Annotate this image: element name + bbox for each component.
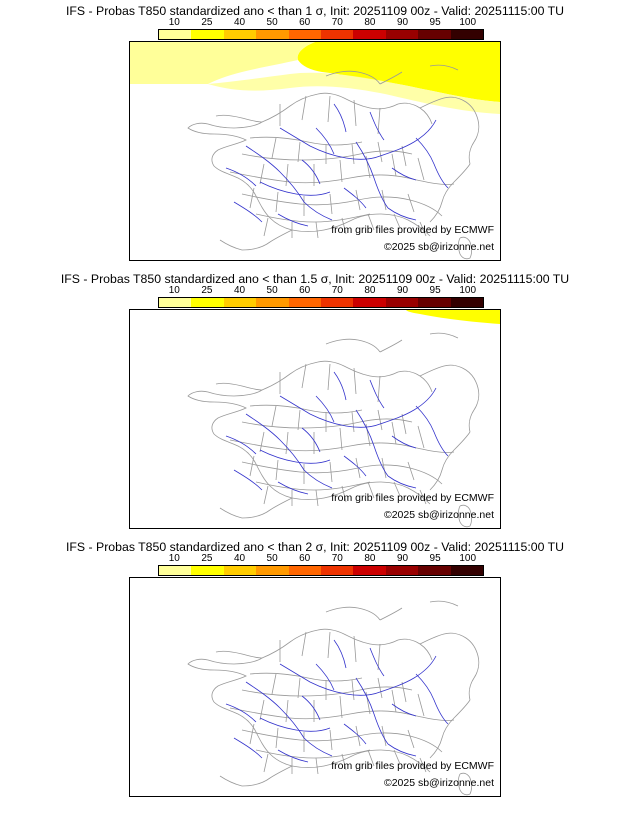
colorbar-tick: 40 — [233, 285, 246, 296]
copyright-credit-3: ©2025 sb@irizonne.net — [383, 777, 494, 789]
colorbar-gradient-1 — [158, 29, 484, 40]
colorbar-3 — [0, 555, 630, 577]
panel-title-2: IFS - Probas T850 standardized ano < than 1.5 σ, Init: 20251109 00z - Valid: 20251115:00 TU — [60, 272, 570, 286]
colorbar-tick: 60 — [299, 285, 311, 296]
copyright-credit-2: ©2025 sb@irizonne.net — [383, 509, 494, 521]
colorbar-tick: 50 — [266, 17, 278, 28]
colorbar-cell — [321, 30, 353, 39]
colorbar-cell — [418, 30, 450, 39]
colorbar-tick: 50 — [266, 285, 278, 296]
colorbar-tick: 50 — [266, 553, 278, 564]
colorbar-tick: 90 — [396, 17, 409, 28]
colorbar-tick: 40 — [233, 17, 246, 28]
colorbar-cell — [289, 298, 321, 307]
colorbar-cell — [451, 30, 483, 39]
colorbar-gradient-3 — [158, 565, 484, 576]
colorbar-cell — [224, 298, 256, 307]
colorbar-cell — [224, 30, 256, 39]
colorbar-cell — [386, 566, 418, 575]
colorbar-tick-labels-2 — [158, 285, 484, 297]
colorbar-cell — [191, 566, 223, 575]
colorbar-cell — [451, 298, 483, 307]
colorbar-cell — [159, 30, 191, 39]
colorbar-2 — [0, 287, 630, 309]
map-canvas-1 — [129, 41, 501, 261]
colorbar-cell — [191, 298, 223, 307]
colorbar-tick: 40 — [233, 553, 246, 564]
colorbar-tick: 60 — [299, 17, 311, 28]
colorbar-tick: 100 — [459, 553, 477, 564]
panel-title-3: IFS - Probas T850 standardized ano < than 2 σ, Init: 20251109 00z - Valid: 20251115:00 TU — [65, 540, 565, 554]
colorbar-tick: 60 — [299, 553, 311, 564]
colorbar-tick: 70 — [331, 17, 343, 28]
grib-credit-3: from grib files provided by ECMWF — [331, 760, 494, 772]
colorbar-cell — [289, 30, 321, 39]
shaded-region-10-25 — [406, 310, 500, 324]
colorbar-cell — [386, 30, 418, 39]
colorbar-tick: 25 — [201, 553, 213, 564]
probability-map-panel-1 — [0, 0, 630, 261]
colorbar-tick-labels-1 — [158, 17, 484, 29]
panel-spacer — [0, 261, 630, 268]
colorbar-cell — [256, 566, 288, 575]
colorbar-cell — [191, 30, 223, 39]
colorbar-tick: 100 — [459, 17, 477, 28]
colorbar-tick: 100 — [459, 285, 477, 296]
colorbar-tick: 10 — [168, 17, 180, 28]
panel-title-1: IFS - Probas T850 standardized ano < than 1 σ, Init: 20251109 00z - Valid: 20251115:00 TU — [65, 4, 565, 18]
colorbar-tick-labels-3 — [158, 553, 484, 565]
colorbar-tick: 25 — [201, 17, 213, 28]
colorbar-cell — [224, 566, 256, 575]
colorbar-cell — [256, 298, 288, 307]
colorbar-cell — [418, 298, 450, 307]
colorbar-cell — [451, 566, 483, 575]
colorbar-tick: 90 — [396, 285, 409, 296]
colorbar-tick: 90 — [396, 553, 409, 564]
colorbar-1 — [0, 19, 630, 41]
colorbar-tick: 80 — [364, 285, 376, 296]
colorbar-cell — [418, 566, 450, 575]
colorbar-tick: 10 — [168, 285, 180, 296]
colorbar-cell — [321, 566, 353, 575]
colorbar-cell — [353, 298, 385, 307]
colorbar-gradient-2 — [158, 297, 484, 308]
probability-map-panel-3 — [0, 536, 630, 797]
colorbar-tick: 10 — [168, 553, 180, 564]
copyright-credit-1: ©2025 sb@irizonne.net — [383, 241, 494, 253]
colorbar-tick: 95 — [429, 553, 441, 564]
grib-credit-2: from grib files provided by ECMWF — [331, 492, 494, 504]
colorbar-cell — [159, 566, 191, 575]
colorbar-tick: 80 — [364, 17, 376, 28]
colorbar-cell — [289, 566, 321, 575]
panel-spacer — [0, 529, 630, 536]
probability-map-panel-2 — [0, 268, 630, 529]
colorbar-tick: 70 — [331, 285, 343, 296]
map-canvas-2 — [129, 309, 501, 529]
colorbar-tick: 80 — [364, 553, 376, 564]
colorbar-cell — [386, 298, 418, 307]
colorbar-tick: 95 — [429, 17, 441, 28]
colorbar-tick: 95 — [429, 285, 441, 296]
colorbar-cell — [353, 566, 385, 575]
colorbar-tick: 25 — [201, 285, 213, 296]
colorbar-cell — [321, 298, 353, 307]
colorbar-cell — [256, 30, 288, 39]
colorbar-cell — [159, 298, 191, 307]
colorbar-cell — [353, 30, 385, 39]
map-canvas-3 — [129, 577, 501, 797]
grib-credit-1: from grib files provided by ECMWF — [331, 224, 494, 236]
colorbar-tick: 70 — [331, 553, 343, 564]
